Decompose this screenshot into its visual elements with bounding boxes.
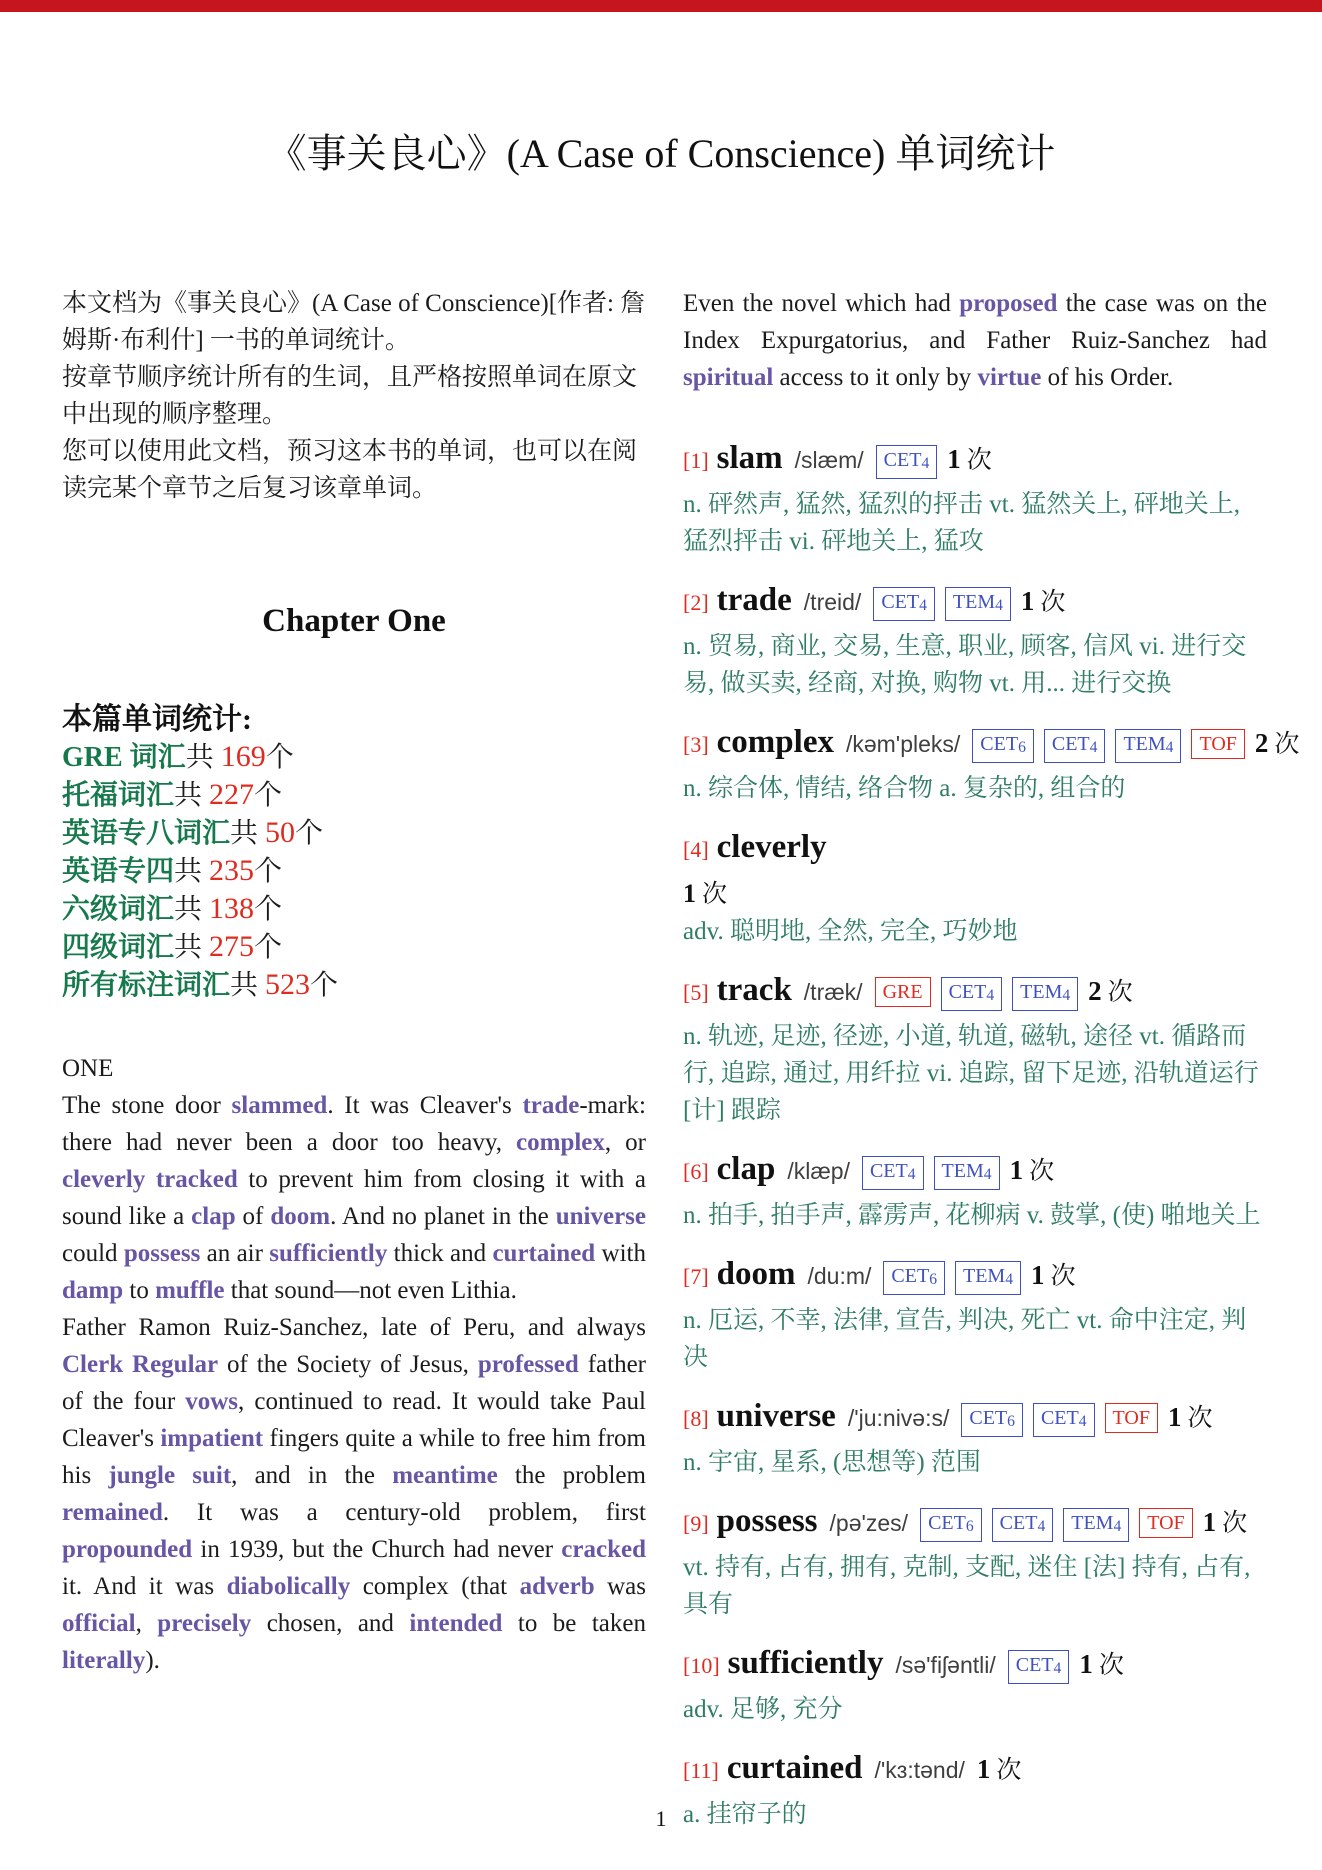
entry-definition: vt. 持有, 占有, 拥有, 克制, 支配, 迷住 [法] 持有, 占有, 具有 xyxy=(683,1554,1251,1618)
level-tag-tem4: TEM4 xyxy=(1115,729,1181,763)
level-tag-cet4: CET4 xyxy=(873,587,935,621)
intro-paragraphs xyxy=(62,285,646,507)
level-tag-cet4: CET4 xyxy=(941,977,1003,1011)
level-tag-tem4: TEM4 xyxy=(955,1261,1021,1295)
occurrence-unit: 次 xyxy=(1040,589,1066,616)
plain-text: to xyxy=(123,1277,156,1304)
vocab-entry-headline xyxy=(683,968,1267,1018)
entry-word: curtained xyxy=(726,1750,863,1786)
plain-text: in 1939, but the Church had never xyxy=(192,1536,562,1563)
occurrence-unit: 次 xyxy=(996,1757,1022,1784)
stat-unit: 个 xyxy=(310,970,339,1001)
occurrence-unit: 次 xyxy=(1222,1510,1248,1537)
plain-text: ). xyxy=(145,1647,160,1674)
level-tag-tem4: TEM4 xyxy=(934,1156,1000,1190)
plain-text: . And no planet in the xyxy=(330,1203,556,1230)
level-tag-tem4: TEM4 xyxy=(1012,977,1078,1011)
plain-text: of the Society of Jesus, xyxy=(218,1351,478,1378)
vocab-entry xyxy=(683,1394,1267,1481)
vocab-entry xyxy=(683,1641,1267,1728)
continuation-text xyxy=(683,285,1267,396)
entry-pronunciation: /'kɜ:tənd/ xyxy=(874,1757,965,1783)
level-tag-cet4: CET4 xyxy=(1033,1403,1095,1437)
stat-label: 所有标注词汇 xyxy=(62,970,231,1001)
entry-definition: adv. 足够, 充分 xyxy=(683,1696,843,1723)
highlighted-word: jungle suit xyxy=(108,1462,232,1489)
entry-pronunciation: /slæm/ xyxy=(794,447,864,473)
occurrence-unit: 次 xyxy=(1098,1652,1124,1679)
level-tag-cet6: CET6 xyxy=(961,1403,1023,1437)
tag-digit: 6 xyxy=(929,1270,937,1288)
stat-unit: 个 xyxy=(254,932,283,963)
entry-word: track xyxy=(716,972,792,1008)
stat-unit: 个 xyxy=(295,818,324,849)
entry-index: [2] xyxy=(683,590,709,615)
entry-index: [11] xyxy=(683,1758,719,1783)
entry-definition: n. 轨迹, 足迹, 径迹, 小道, 轨道, 磁轨, 途径 vt. 循路而行, 追踪, 通过, 用纤拉 vi. 追踪, 留下足迹, 沿轨道运行 [计] 跟踪 xyxy=(683,1023,1259,1124)
stat-conjunction: 共 xyxy=(230,970,266,1001)
occurrence-count: 1 xyxy=(1079,1649,1093,1679)
occurrence-unit: 次 xyxy=(1050,1263,1076,1290)
highlighted-word: intended xyxy=(409,1610,503,1637)
vocab-entry-headline xyxy=(683,578,1267,628)
entry-index: [9] xyxy=(683,1511,709,1536)
highlighted-word: propounded xyxy=(62,1536,193,1563)
entry-pronunciation: /klæp/ xyxy=(787,1158,850,1184)
highlighted-word: meantime xyxy=(392,1462,498,1489)
document-title: 《事关良心》(A Case of Conscience) 单词统计 xyxy=(266,131,1056,176)
vocab-entry-headline xyxy=(683,825,1267,875)
occurrence-unit: 次 xyxy=(1107,979,1133,1006)
level-tag-cet4: CET4 xyxy=(1008,1650,1070,1684)
highlighted-word: sufficiently xyxy=(269,1240,388,1267)
stat-conjunction: 共 xyxy=(174,894,210,925)
chapter-heading: Chapter One xyxy=(262,603,446,639)
occurrence-count: 1 xyxy=(1009,1155,1024,1185)
level-tag-tem4: TEM4 xyxy=(1063,1508,1129,1542)
stat-label: GRE 词汇 xyxy=(62,742,186,773)
entry-index: [4] xyxy=(683,837,709,862)
entry-word: doom xyxy=(716,1256,796,1292)
tag-digit: 4 xyxy=(1005,1270,1014,1288)
plain-text: -mark: there had never been a door too heavy, xyxy=(62,1092,646,1156)
occurrence-unit: 次 xyxy=(1187,1405,1213,1432)
plain-text: The stone door xyxy=(62,1092,232,1119)
entry-word: sufficiently xyxy=(727,1645,884,1681)
stat-unit: 个 xyxy=(265,742,294,773)
entry-pronunciation: /treid/ xyxy=(803,589,862,615)
vocab-entry-headline xyxy=(683,1394,1267,1444)
tag-digit: 6 xyxy=(1018,738,1026,756)
highlighted-word: curtained xyxy=(492,1240,596,1267)
entry-index: [1] xyxy=(683,448,709,473)
vocab-entry-headline xyxy=(683,1746,1267,1796)
highlighted-word: Clerk Regular xyxy=(62,1351,219,1378)
highlighted-word: remained xyxy=(62,1499,163,1526)
plain-text: thick and xyxy=(387,1240,493,1267)
tag-digit: 4 xyxy=(995,596,1003,614)
tag-digit: 4 xyxy=(919,596,927,614)
plain-text: of xyxy=(235,1203,271,1230)
entry-definition: a. 挂帘子的 xyxy=(683,1801,807,1828)
body-paragraph xyxy=(683,285,1267,396)
plain-text: ONE xyxy=(62,1055,114,1082)
occurrence-unit: 次 xyxy=(1029,1158,1055,1185)
vocab-entry-headline xyxy=(683,720,1300,770)
stat-unit: 个 xyxy=(254,894,283,925)
entry-pronunciation: /træk/ xyxy=(803,979,863,1005)
level-tag-cet4: CET4 xyxy=(1044,729,1106,763)
entry-pronunciation: /pə'zes/ xyxy=(829,1510,909,1536)
plain-text: Father Ramon Ruiz-Sanchez, late of Peru, and always xyxy=(62,1314,646,1341)
entry-pronunciation: /du:m/ xyxy=(807,1263,872,1289)
level-tag-cet6: CET6 xyxy=(883,1261,945,1295)
level-tag-cet4: CET4 xyxy=(862,1156,924,1190)
stat-conjunction: 共 xyxy=(230,818,266,849)
stats-heading: 本篇单词统计: xyxy=(62,703,252,736)
plain-text: , or xyxy=(604,1129,646,1156)
plain-text: . It was Cleaver's xyxy=(327,1092,523,1119)
tag-digit: 6 xyxy=(1007,1412,1015,1430)
stat-line xyxy=(62,776,646,814)
plain-text: was xyxy=(594,1573,646,1600)
tag-digit: 4 xyxy=(1089,738,1098,756)
stat-line xyxy=(62,928,646,966)
vocab-entry xyxy=(683,1147,1267,1234)
stat-label: 六级词汇 xyxy=(62,894,175,925)
stat-line xyxy=(62,852,646,890)
plain-text: it. And it was xyxy=(62,1573,227,1600)
stat-line xyxy=(62,814,646,852)
level-tag-gre: GRE xyxy=(875,977,931,1007)
occurrence-count: 1 xyxy=(1020,586,1035,616)
level-tag-cet4: CET4 xyxy=(992,1508,1054,1542)
stat-conjunction: 共 xyxy=(185,742,221,773)
tag-digit: 4 xyxy=(1062,986,1071,1004)
vocab-entry xyxy=(683,578,1267,702)
plain-text: that sound—not even Lithia. xyxy=(224,1277,517,1304)
occurrence-count: 2 xyxy=(1088,976,1102,1006)
vocab-entry-headline xyxy=(683,1147,1267,1197)
vocab-entry-headline xyxy=(683,1499,1267,1549)
plain-text: father of the four xyxy=(62,1351,647,1415)
occurrence-count: 1 xyxy=(947,444,961,474)
level-tag-tof: TOF xyxy=(1139,1508,1192,1538)
intro-paragraph: 您可以使用此文档，预习这本书的单词，也可以在阅读完某个章节之后复习该章单词。 xyxy=(62,438,638,502)
tag-digit: 6 xyxy=(965,1517,974,1535)
entry-definition: adv. 聪明地, 全然, 完全, 巧妙地 xyxy=(683,918,1018,945)
entry-index: [3] xyxy=(683,732,709,757)
plain-text: an air xyxy=(200,1240,270,1267)
occurrence-count-line xyxy=(683,875,1267,913)
stat-line xyxy=(62,890,646,928)
stat-unit: 个 xyxy=(254,780,283,811)
occurrence-count: 1 xyxy=(1202,1507,1217,1537)
intro-paragraph: 按章节顺序统计所有的生词，且严格按照单词在原文中出现的顺序整理。 xyxy=(62,364,638,428)
plain-text: the problem xyxy=(497,1462,646,1489)
chapter-body-text xyxy=(62,1050,646,1679)
entry-index: [7] xyxy=(683,1264,709,1289)
highlighted-word: trade xyxy=(522,1092,580,1119)
plain-text: access to it only by xyxy=(773,364,978,391)
highlighted-word: official xyxy=(62,1610,136,1637)
highlighted-word: impatient xyxy=(160,1425,264,1452)
tag-digit: 4 xyxy=(1053,1659,1062,1677)
top-accent-bar xyxy=(0,0,1322,12)
highlighted-word: slammed xyxy=(231,1092,328,1119)
entry-definition: n. 宇宙, 星系, (思想等) 范围 xyxy=(683,1449,981,1476)
entry-word: universe xyxy=(716,1398,836,1434)
stat-line xyxy=(62,966,646,1004)
occurrence-unit: 次 xyxy=(1274,731,1300,758)
page-number: 1 xyxy=(655,1806,667,1831)
highlighted-word: cracked xyxy=(561,1536,646,1563)
vocab-entry-list xyxy=(683,436,1300,1833)
tag-digit: 4 xyxy=(983,1165,992,1183)
highlighted-word: diabolically xyxy=(226,1573,351,1600)
plain-text: chosen, and xyxy=(251,1610,410,1637)
highlighted-word: cleverly tracked xyxy=(62,1166,238,1193)
occurrence-count: 1 xyxy=(976,1754,991,1784)
highlighted-word: virtue xyxy=(977,364,1042,391)
occurrence-count: 2 xyxy=(1254,728,1269,758)
plain-text: to prevent him from closing it with a sound like a xyxy=(62,1166,646,1230)
entry-word: clap xyxy=(716,1151,776,1187)
vocab-entry xyxy=(683,1252,1267,1376)
occurrence-unit: 次 xyxy=(702,881,728,908)
highlighted-word: muffle xyxy=(155,1277,225,1304)
plain-text: to be taken xyxy=(502,1610,646,1637)
entry-word: cleverly xyxy=(716,829,827,865)
plain-text: with xyxy=(595,1240,647,1267)
plain-text: fingers quite a while to free him from his xyxy=(62,1425,647,1489)
highlighted-word: complex xyxy=(516,1129,605,1156)
stat-count: 50 xyxy=(265,816,296,849)
vocab-entry xyxy=(683,720,1300,807)
plain-text: . It was a century-old problem, first xyxy=(162,1499,646,1526)
highlighted-word: proposed xyxy=(959,290,1058,317)
occurrence-count: 1 xyxy=(683,879,696,908)
stat-conjunction: 共 xyxy=(174,856,210,887)
plain-text: the case was on the Index Expurgatorius, and Father Ruiz-Sanchez had xyxy=(683,290,1267,354)
stat-count: 227 xyxy=(209,778,255,811)
plain-text: , continued to read. It would take Paul Cleaver's xyxy=(62,1388,646,1452)
vocab-entry-headline xyxy=(683,436,1267,486)
stat-count: 275 xyxy=(209,930,255,963)
body-paragraph xyxy=(62,1309,646,1679)
right-column xyxy=(683,285,1300,1851)
plain-text: of his Order. xyxy=(1041,364,1174,391)
entry-word: complex xyxy=(716,724,834,760)
vocab-entry-headline xyxy=(683,1641,1267,1691)
stat-unit: 个 xyxy=(254,856,283,887)
occurrence-unit: 次 xyxy=(966,447,992,474)
plain-text: complex (that xyxy=(350,1573,520,1600)
plain-text: , and in the xyxy=(231,1462,393,1489)
stat-count: 235 xyxy=(209,854,255,887)
stat-count: 169 xyxy=(220,740,266,773)
intro-paragraph: 本文档为《事关良心》(A Case of Conscience)[作者: 詹姆斯·布利什] 一书的单词统计。 xyxy=(62,290,646,354)
tag-digit: 4 xyxy=(986,986,995,1004)
highlighted-word: universe xyxy=(555,1203,646,1230)
entry-definition: n. 贸易, 商业, 交易, 生意, 职业, 顾客, 信风 vi. 进行交易, 做买卖, 经商, 对换, 购物 vt. 用... 进行交换 xyxy=(683,633,1247,697)
highlighted-word: clap xyxy=(191,1203,236,1230)
vocab-entry xyxy=(683,968,1267,1129)
tag-digit: 4 xyxy=(921,454,930,472)
left-column xyxy=(62,285,646,1679)
tag-digit: 4 xyxy=(1078,1412,1087,1430)
stat-count: 523 xyxy=(265,968,311,1001)
entry-word: trade xyxy=(716,582,792,618)
stat-conjunction: 共 xyxy=(174,932,210,963)
level-tag-cet6: CET6 xyxy=(972,729,1034,763)
tag-digit: 4 xyxy=(907,1165,916,1183)
plain-text: Even the novel which had xyxy=(683,290,960,317)
stat-line xyxy=(62,738,646,776)
body-paragraph xyxy=(62,1050,646,1087)
entry-index: [8] xyxy=(683,1406,709,1431)
plain-text: could xyxy=(62,1240,124,1267)
tag-digit: 4 xyxy=(1165,738,1174,756)
level-tag-tem4: TEM4 xyxy=(945,587,1011,621)
vocab-entry-headline xyxy=(683,1252,1267,1302)
stat-label: 四级词汇 xyxy=(62,932,175,963)
entry-word: slam xyxy=(716,440,783,476)
entry-index: [5] xyxy=(683,980,709,1005)
entry-pronunciation: /'ju:nivə:s/ xyxy=(847,1405,950,1431)
stat-conjunction: 共 xyxy=(174,780,210,811)
entry-definition: n. 综合体, 情结, 络合物 a. 复杂的, 组合的 xyxy=(683,775,1126,802)
tag-digit: 4 xyxy=(1113,1517,1122,1535)
entry-definition: n. 拍手, 拍手声, 霹雳声, 花柳病 v. 鼓掌, (使) 啪地关上 xyxy=(683,1202,1261,1229)
body-paragraph xyxy=(62,1087,646,1309)
highlighted-word: doom xyxy=(270,1203,331,1230)
stat-label: 英语专四 xyxy=(62,856,175,887)
highlighted-word: literally xyxy=(62,1647,146,1674)
highlighted-word: vows xyxy=(185,1388,239,1415)
vocab-entry xyxy=(683,436,1267,560)
tag-digit: 4 xyxy=(1037,1517,1046,1535)
stats-list xyxy=(62,738,646,1004)
stat-count: 138 xyxy=(209,892,255,925)
entry-pronunciation: /kəm'pleks/ xyxy=(845,731,961,757)
level-tag-cet6: CET6 xyxy=(920,1508,982,1542)
level-tag-tof: TOF xyxy=(1191,729,1244,759)
highlighted-word: possess xyxy=(123,1240,201,1267)
highlighted-word: damp xyxy=(62,1277,124,1304)
level-tag-cet4: CET4 xyxy=(876,445,938,479)
stat-label: 英语专八词汇 xyxy=(62,818,231,849)
highlighted-word: precisely xyxy=(157,1610,252,1637)
occurrence-count: 1 xyxy=(1167,1402,1182,1432)
entry-index: [6] xyxy=(683,1159,709,1184)
entry-definition: n. 砰然声, 猛然, 猛烈的抨击 vt. 猛然关上, 砰地关上, 猛烈抨击 vi. 砰地关上, 猛攻 xyxy=(683,491,1240,555)
vocab-entry xyxy=(683,825,1267,950)
entry-index: [10] xyxy=(683,1653,720,1678)
entry-pronunciation: /sə'fiʃəntli/ xyxy=(895,1652,996,1678)
plain-text: , xyxy=(135,1610,158,1637)
entry-word: possess xyxy=(716,1503,818,1539)
stat-label: 托福词汇 xyxy=(62,780,175,811)
occurrence-count: 1 xyxy=(1031,1260,1045,1290)
vocab-entry xyxy=(683,1499,1267,1623)
highlighted-word: spiritual xyxy=(683,364,774,391)
highlighted-word: professed xyxy=(477,1351,579,1378)
highlighted-word: adverb xyxy=(519,1573,595,1600)
level-tag-tof: TOF xyxy=(1105,1403,1158,1433)
entry-definition: n. 厄运, 不幸, 法律, 宣告, 判决, 死亡 vt. 命中注定, 判决 xyxy=(683,1307,1247,1371)
